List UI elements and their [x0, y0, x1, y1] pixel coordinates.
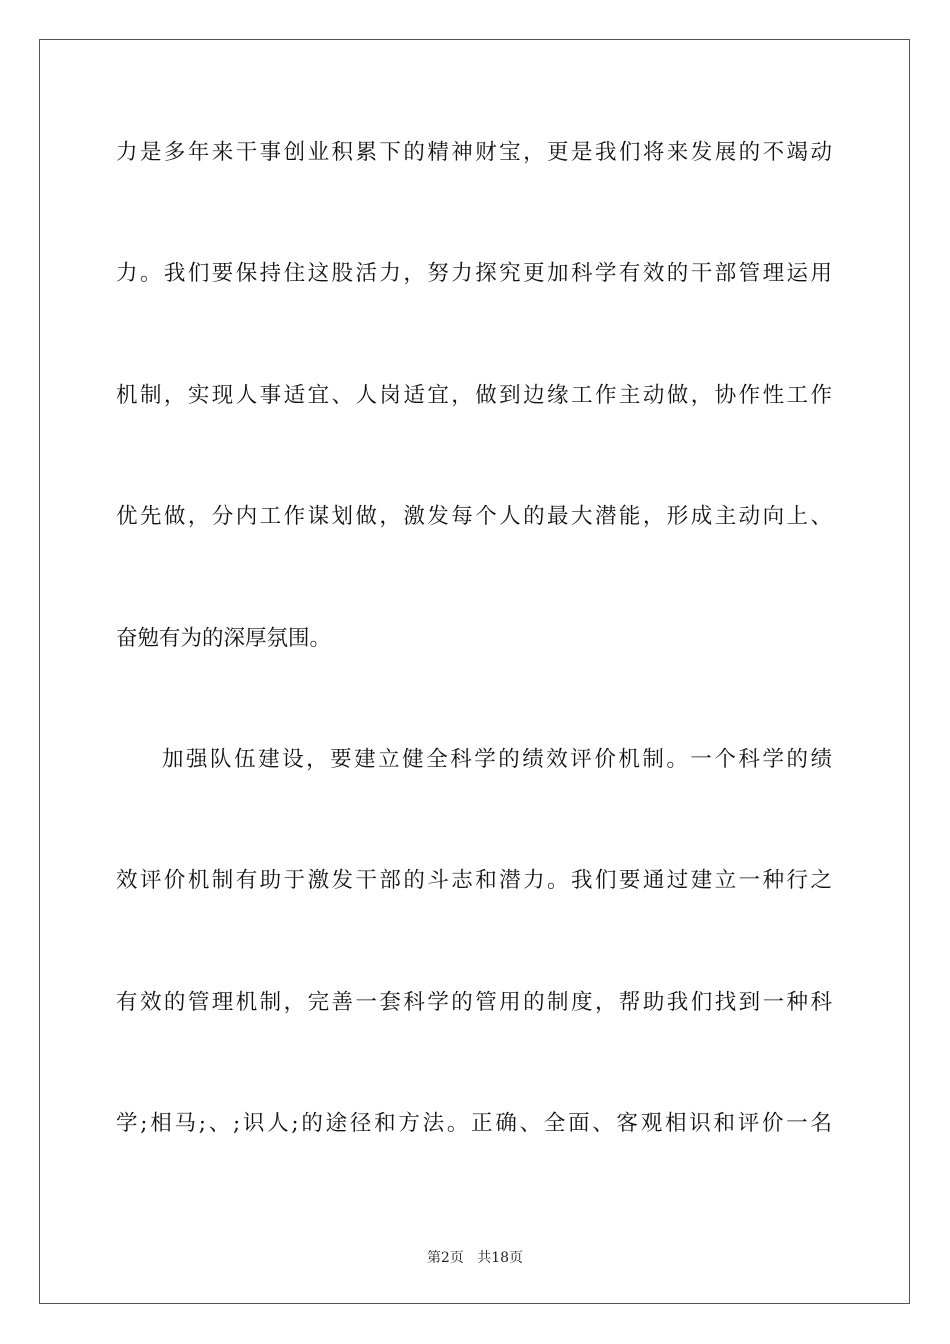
- paragraph-line: 加强队伍建设，要建立健全科学的绩效评价机制。一个科学的绩: [162, 747, 832, 772]
- page-footer: [0, 1249, 950, 1267]
- paragraph-line: 有效的管理机制，完善一套科学的管用的制度，帮助我们找到一种科: [116, 990, 832, 1015]
- page-number: 第2页: [426, 1250, 464, 1266]
- paragraph-line: 力是多年来干事创业积累下的精神财宝，更是我们将来发展的不竭动: [116, 140, 832, 165]
- paragraph-line: 优先做，分内工作谋划做，激发每个人的最大潜能，形成主动向上、: [116, 504, 832, 529]
- paragraph-line: 力。我们要保持住这股活力，努力探究更加科学有效的干部管理运用: [116, 261, 832, 286]
- paragraph-line: 学;相马;、;识人;的途径和方法。正确、全面、客观相识和评价一名: [116, 1111, 832, 1136]
- paragraph-line: 机制，实现人事适宜、人岗适宜，做到边缘工作主动做，协作性工作: [116, 383, 832, 408]
- paragraph-line: 奋勉有为的深厚氛围。: [116, 626, 332, 651]
- paragraph-line: 效评价机制有助于激发干部的斗志和潜力。我们要通过建立一种行之: [116, 868, 832, 893]
- page-total: 共18页: [477, 1250, 524, 1266]
